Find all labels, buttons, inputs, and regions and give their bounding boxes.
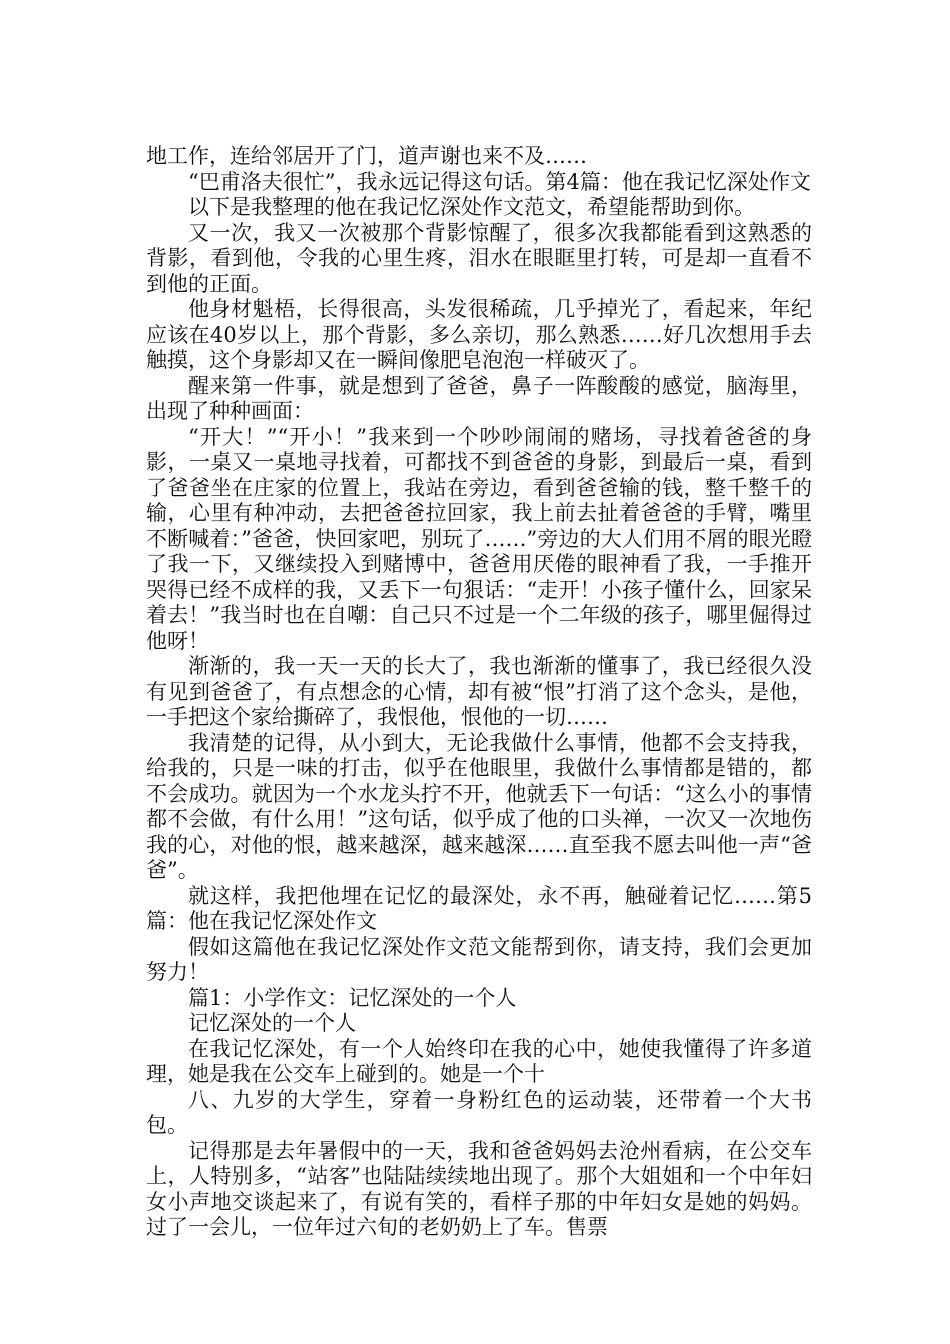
paragraph: 地工作，连给邻居开了门，道声谢也来不及…… bbox=[146, 144, 587, 168]
paragraph: 又一次，我又一次被那个背影惊醒了，很多次我都能看到这熟悉的背影，看到他，令我的心里生疼，泪水在眼眶里打转，可是却一直看不到他的正面。 bbox=[146, 220, 812, 296]
paragraph: 渐渐的，我一天一天的长大了，我也渐渐的懂事了，我已经很久没有见到爸爸了，有点想念的心情，却有被“恨”打消了这个念头，是他，一手把这个家给撕碎了，我恨他，恨他的一切…… bbox=[146, 654, 812, 729]
paragraph: 八、九岁的大学生，穿着一身粉红色的运动装，还带着一个大书包。 bbox=[146, 1087, 812, 1137]
paragraph: 在我记忆深处，有一个人始终印在我的心中，她使我懂得了许多道理，她是我在公交车上碰到的。她是一个十 bbox=[146, 1036, 812, 1086]
paragraph: 醒来第一件事，就是想到了爸爸，鼻子一阵酸酸的感觉，脑海里，出现了种种画面： bbox=[146, 373, 812, 423]
paragraph: “开大！”“开小！”我来到一个吵吵闹闹的赌场，寻找着爸爸的身影，一桌又一桌地寻找着，可都找不到爸爸的身影，到最后一桌，看到了爸爸坐在庄家的位置上，我站在旁边，看到爸爸输的钱，整千整千的输，心里有种冲动，去把爸爸拉回家，我上前去扯着爸爸的手臂，嘴里不断喊着：”爸爸，快回家吧，别玩了……”旁边的大人们用不屑的眼光瞪了我一下，又继续投入到赌博中，爸爸用厌倦的眼神看了我，一手推开哭得已经不成样的我，又丢下一句狠话：“走开！小孩子懂什么，回家呆着去！”我当时也在自嘲：自己只不过是一个二年级的孩子，哪里倔得过他呀！ bbox=[146, 424, 812, 653]
paragraph: 假如这篇他在我记忆深处作文范文能帮到你，请支持，我们会更加努力！ bbox=[146, 934, 812, 984]
paragraph: 记得那是去年暑假中的一天，我和爸爸妈妈去沧州看病，在公交车上，人特别多，“站客”也陆陆续续地出现了。那个大姐姐和一个中年妇女小声地交谈起来了，有说有笑的，看样子那的中年妇女是她的妈妈。过了一会儿，一位年过六旬的老奶奶上了车。售票 bbox=[146, 1138, 812, 1239]
paragraph: 他身材魁梧，长得很高，头发很稀疏，几乎掉光了，看起来，年纪应该在40岁以上，那个背影，多么亲切，那么熟悉……好几次想用手去触摸，这个身影却又在一瞬间像肥皂泡泡一样破灭了。 bbox=[146, 297, 812, 372]
document-page bbox=[146, 144, 812, 1241]
section-heading: 篇1：小学作文：记忆深处的一个人 bbox=[188, 985, 517, 1010]
paragraph: “巴甫洛夫很忙”，我永远记得这句话。第4篇：他在我记忆深处作文 bbox=[188, 169, 811, 194]
paragraph: 以下是我整理的他在我记忆深处作文范文，希望能帮助到你。 bbox=[188, 195, 755, 219]
article-title: 记忆深处的一个人 bbox=[188, 1011, 356, 1035]
paragraph: 就这样，我把他埋在记忆的最深处，永不再，触碰着记忆……第5篇：他在我记忆深处作文 bbox=[146, 883, 812, 933]
paragraph: 我清楚的记得，从小到大，无论我做什么事情，他都不会支持我，给我的，只是一味的打击，似乎在他眼里，我做什么事情都是错的，都不会成功。就因为一个水龙头拧不开，他就丢下一句话：“这么小的事情都不会做，有什么用！”这句话，似乎成了他的口头禅，一次又一次地伤我的心，对他的恨，越来越深，越来越深……直至我不愿去叫他一声“爸爸”。 bbox=[146, 730, 812, 882]
